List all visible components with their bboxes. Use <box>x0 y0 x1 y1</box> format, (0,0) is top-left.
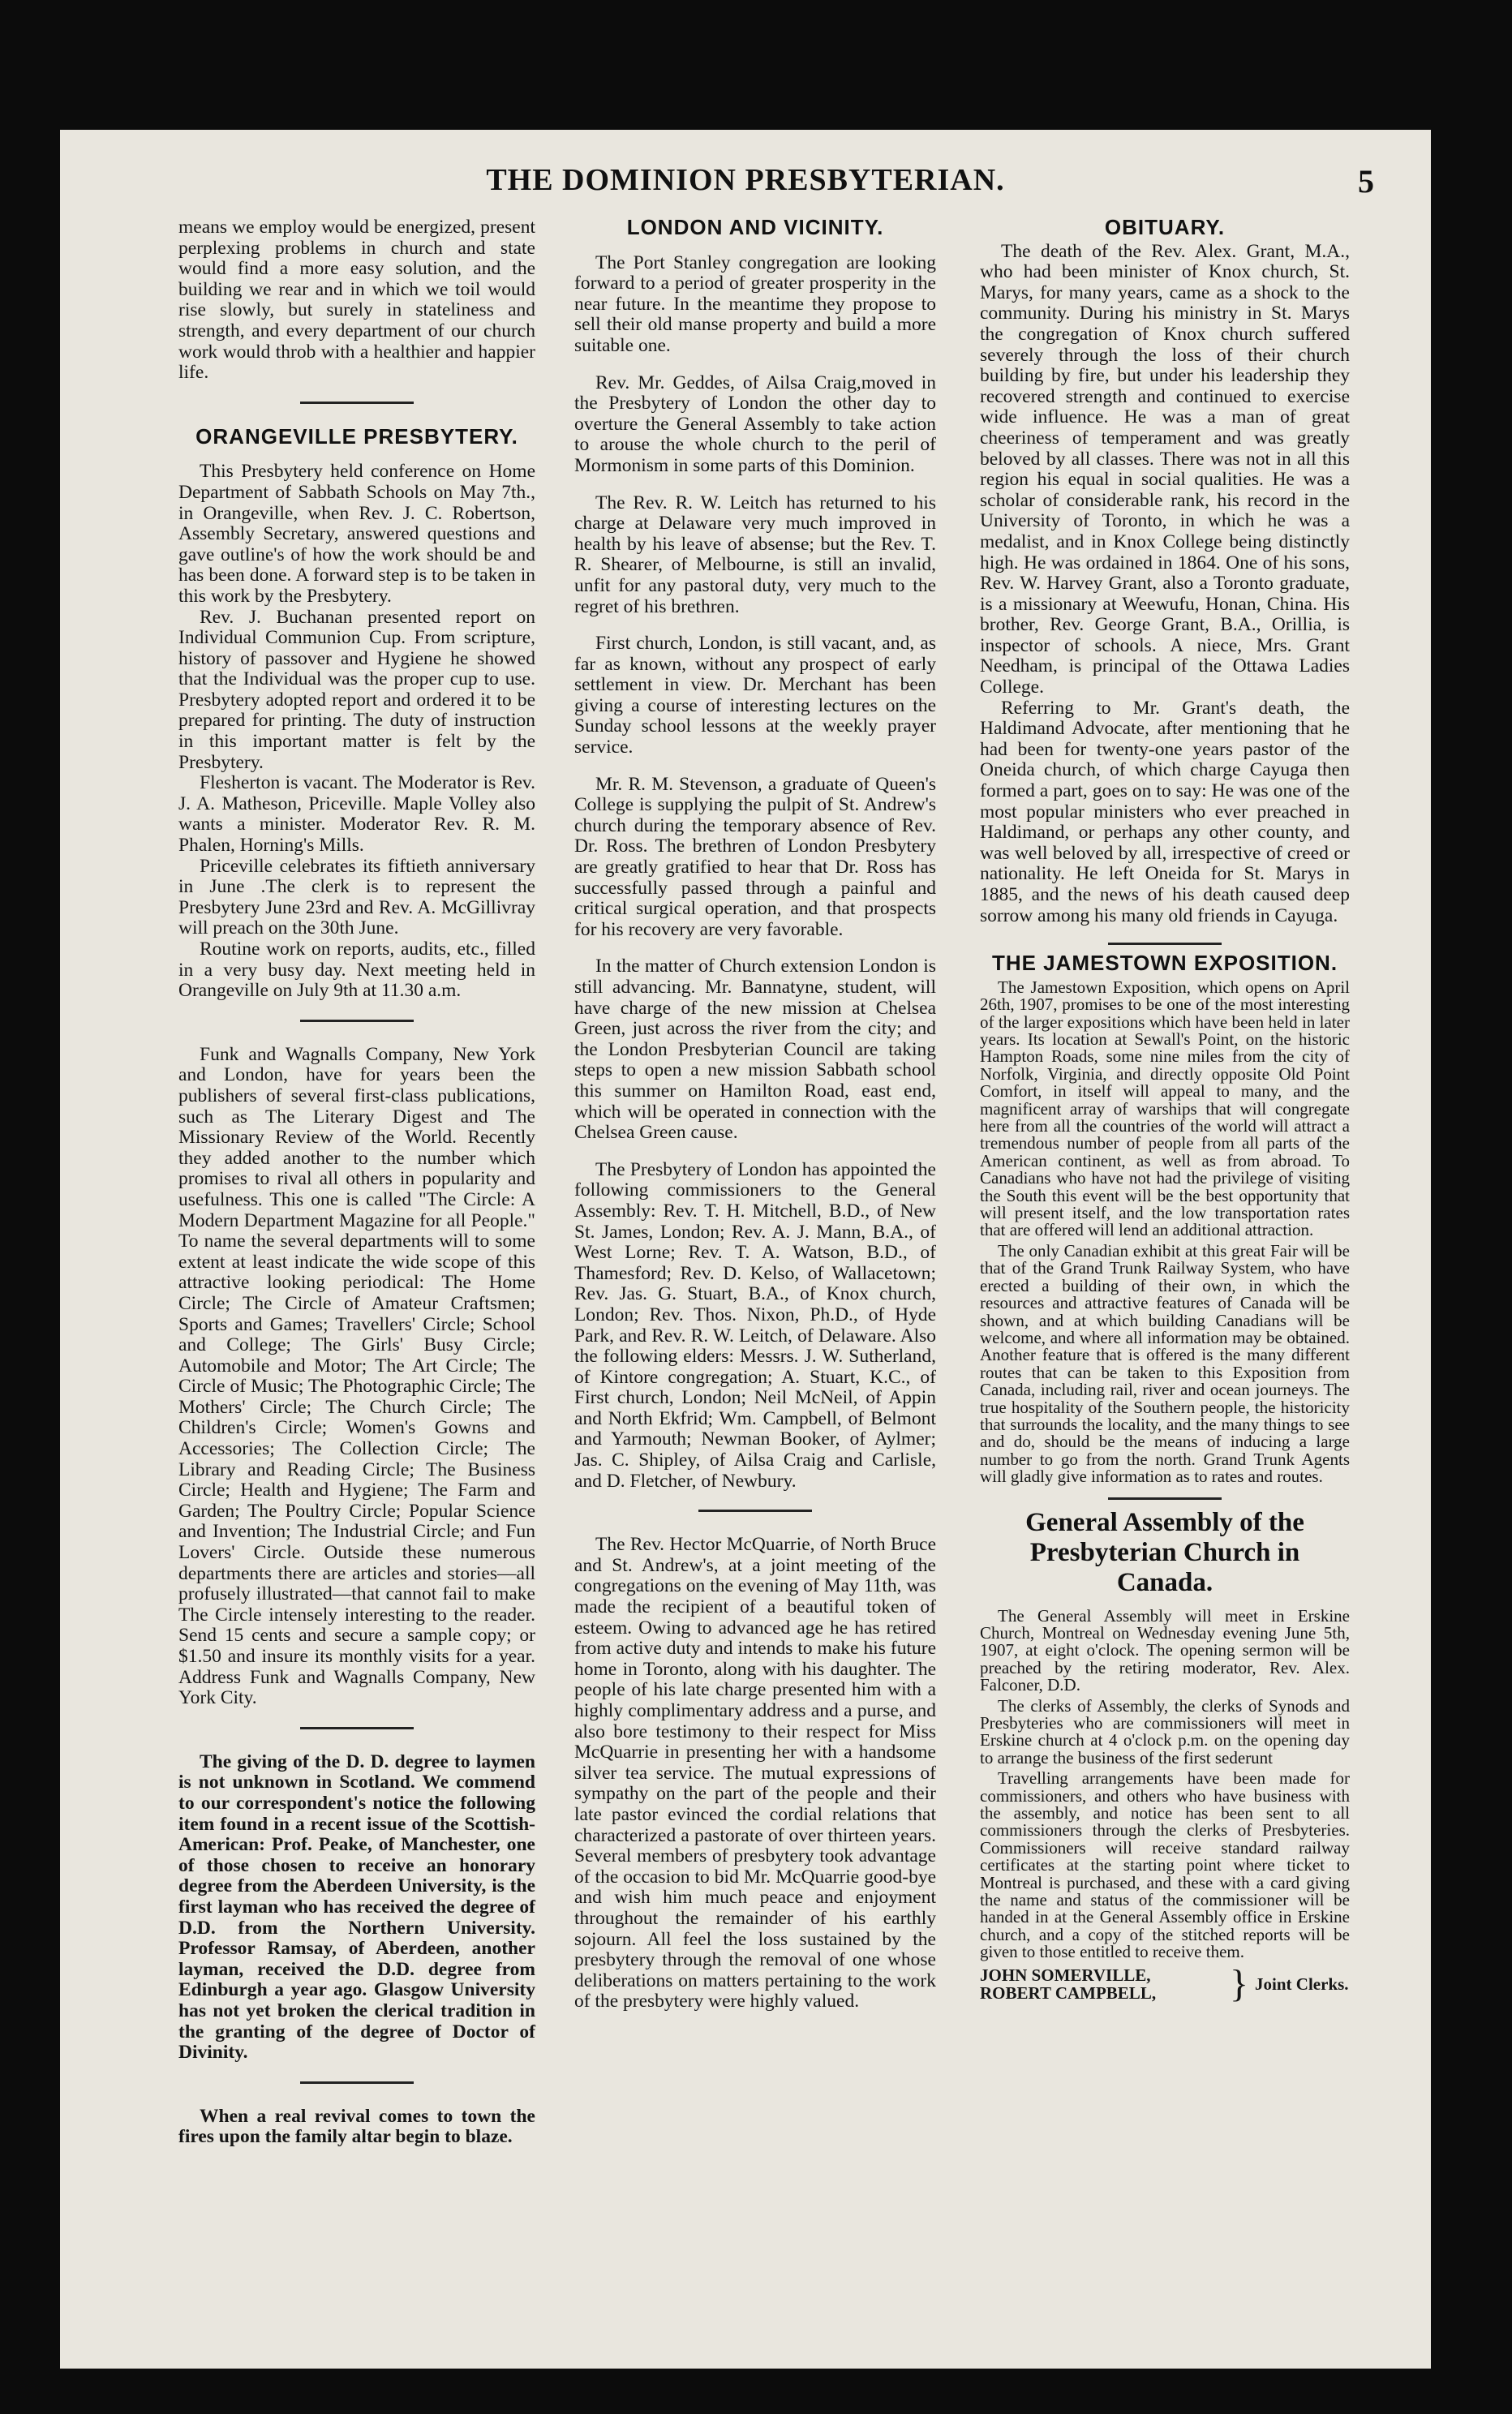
signature-names <box>980 1966 1223 2002</box>
divider <box>300 1020 414 1022</box>
paragraph: Mr. R. M. Stevenson, a graduate of Queen's College is supplying the pulpit of St. Andrew's church during the temporary absence of Rev. Dr. Ross. The brethren of London Presbytery are greatly gratified to hear that Dr. Ross has successfully passed through a painful and critical surgical operation, and that prospects for his recovery are very favorable. <box>574 773 936 940</box>
newspaper-page <box>60 130 1431 2369</box>
paragraph: The clerks of Assembly, the clerks of Synods and Presbyteries who are commissioners will meet in Erskine church at 4 o'clock p.m. on the opening day to arrange the business of the first sederunt <box>980 1695 1350 1768</box>
masthead: THE DOMINION PRESBYTERIAN. <box>486 163 1005 197</box>
jamestown-article <box>980 979 1350 1486</box>
divider <box>300 2081 414 2084</box>
paragraph: Routine work on reports, audits, etc., filled in a very busy day. Next meeting held in Orangeville on July 9th at 11.30 a.m. <box>178 939 535 1002</box>
heading-general-assembly: General Assembly of the Presbyterian Church in Canada. <box>1025 1507 1304 1597</box>
paragraph: The giving of the D. D. degree to laymen is not unknown in Scotland. We commend to our correspondent's notice the following item found in a recent issue of the Scottish-American: Prof. Peake, of Manchester, one of those chosen to receive an honorary degree from the Aberdeen University, is the first layman who has received the degree of D.D. from the Northern University. Professor Ramsay, of Aberdeen, another layman, received the D.D. degree from Edinburgh a year ago. Glasgow University has not yet broken the clerical tradition in the granting of the degree of Doctor of Divinity. <box>178 1750 535 2064</box>
paragraph: When a real revival comes to town the fires upon the family altar begin to blaze. <box>178 2105 535 2148</box>
column-1 <box>178 217 535 2164</box>
paragraph: This Presbytery held conference on Home Department of Sabbath Schools on May 7th., in Orangeville, when Rev. J. C. Robertson, Assembly Secretary, answered questions and gave outline's of how the work should be and has been done. A forward step is to be taken in this work by the Presbytery. <box>178 461 535 607</box>
signature-title: Joint Clerks. <box>1255 1974 1349 1994</box>
signature-block <box>980 1961 1350 2005</box>
divider <box>1108 943 1222 945</box>
paragraph: The Rev. Hector McQuarrie, of North Bruce and St. Andrew's, at a joint meeting of the congregations on the evening of May 11th, was made the recipient of a beautiful token of esteem. Owing to advanced age he has retired from active duty and intends to make his future home in Toronto, along with his daughter. The people of his late charge presented him with a highly complimentary address and a purse, and also bore testimony to their respect for Miss McQuarrie in presenting her with a handsome silver tea service. The mutual expressions of sympathy on the part of the people and their late pastor evinced the cordial relations that characterized a pastorate of over thirteen years. Several members of presbytery took advantage of the occasion to bid Mr. McQuarrie good-bye and wish him much peace and enjoyment throughout the remainder of his earthly sojourn. All feel the loss sustained by the presbytery through the removal of one whose deliberations on matters pertaining to the work of the presbytery were highly valued. <box>574 1534 936 2012</box>
paragraph: In the matter of Church extension London is still advancing. Mr. Bannatyne, student, will have charge of the new mission at Chelsea Green, just across the river from the city; and the London Presbyterian Council are taking steps to open a new mission Sabbath school this summer on Hamilton Road, east end, which will be operated in connection with the Chelsea Green cause. <box>574 956 936 1144</box>
divider <box>1108 1497 1222 1500</box>
paragraph: Rev. J. Buchanan presented report on Individual Communion Cup. From scripture, history of passover and Hygiene he showed that the Individual was the proper cup to use. Presbytery adopted report and ordered it to be prepared for printing. The duty of instruction in this important matter is felt by the Presbytery. <box>178 606 535 773</box>
paragraph: Referring to Mr. Grant's death, the Haldimand Advocate, after mentioning that he had been for twenty-one years pastor of the Oneida church, of which charge Cayuga then formed a part, goes on to say: He was one of the most popular ministers who ever preached in Haldimand, or perhaps any other county, and was well beloved by all, irrespective of creed or nationality. He left Oneida for St. Marys in 1885, and the news of his death caused deep sorrow among his many old friends in Cayuga. <box>980 697 1350 926</box>
paragraph: The General Assembly will meet in Erskine Church, Montreal on Wednesday evening June 5th, 1907, at eight o'clock. The opening sermon will be preached by the retiring moderator, Rev. Alex. Falconer, D.D. <box>980 1605 1350 1695</box>
paragraph: First church, London, is still vacant, and, as far as known, without any prospect of early settlement in view. Dr. Merchant has been giving a course of interesting lectures on the Sunday school lessons at the weekly prayer service. <box>574 633 936 758</box>
paragraph: The only Canadian exhibit at this great Fair will be that of the Grand Trunk Railway System, who have erected a building of their own, in which the resources and attractive features of Canada will be shown, and at which building Canadians will be welcome, and where all information may be obtained. Another feature that is offered is the many different routes that can be taken to this Exposition from Canada, including rail, river and ocean journeys. The true hospitality of the Southern people, the historicity that surrounds the locality, and the many things to see and do, should be the means of inducing a large number to go from the north. Grand Trunk Agents will gladly give information as to rates and routes. <box>980 1240 1350 1487</box>
divider <box>698 1510 812 1512</box>
divider <box>300 1727 414 1729</box>
signature-name: JOHN SOMERVILLE, <box>980 1965 1151 1985</box>
paragraph: Travelling arrangements have been made for commissioners, and others who have business with the assembly, and notice has been sent to all commissioners through the clerks of Presbyteries. Commissioners will receive standard railway certificates at the starting point where ticket to Montreal is purchased, and these with a card giving the name and status of the commissioner will be handed in at the General Assembly office in Erskine church, and a copy of the stitched reports will be given to those entitled to receive them. <box>980 1768 1350 1962</box>
paragraph: The Jamestown Exposition, which opens on April 26th, 1907, promises to be one of the most interesting of the larger expositions which have been held in later years. Its location at Sewall's Point, on the historic Hampton Roads, some nine miles from the city of Norfolk, Virginia, and directly opposite Old Point Comfort, in itself will appeal to many, and the magnificent array of warships that will congregate here from all the countries of the world will attract a tremendous number of people from all parts of the American continent, as well as from abroad. To Canadians who have not had the privilege of visiting the South this event will be the best opportunity that will present itself, and the low transportation rates that are offered will lend an additional attraction. <box>980 977 1350 1240</box>
paragraph: Rev. Mr. Geddes, of Ailsa Craig,moved in the Presbytery of London the other day to overture the General Assembly to take action to arouse the whole church to the peril of Mormonism in some parts of this Dominion. <box>574 372 936 476</box>
paragraph: The Presbytery of London has appointed the following commissioners to the General Assembly: Rev. T. H. Mitchell, B.D., of New St. James, London; Rev. A. J. Mann, B.A., of West Lorne; Rev. T. A. Watson, B.D., of Thamesford; Rev. D. Kelso, of Wallacetown; Rev. Jas. G. Stuart, B.A., of Knox church, London; Rev. Thos. Nixon, Ph.D., of Hyde Park, and Rev. R. W. Leitch, of Delaware. Also the following elders: Messrs. J. W. Sutherland, of Kintore congregation; A. Stuart, K.C., of First church, London; Neil McNeil, of Appin and North Ekfrid; Wm. Campbell, of Belmont and Yarmouth; Newman Booker, of Aylmer; Jas. C. Shipley, of Ailsa Craig and Carlisle, and D. Fletcher, of Newbury. <box>574 1158 936 1492</box>
page-header <box>60 162 1431 203</box>
column-3 <box>980 215 1350 2005</box>
paragraph: The Port Stanley congregation are looking forward to a period of greater prosperity in the near future. In the meantime they propose to sell their old manse property and build a more suitable one. <box>574 251 936 356</box>
paragraph: Priceville celebrates its fiftieth anniversary in June .The clerk is to represent the Presbytery June 23rd and Rev. A. McGillivray will preach on the 30th June. <box>178 855 535 939</box>
divider <box>300 402 414 404</box>
brace-icon: } <box>1230 1961 1249 2005</box>
heading-london: LONDON AND VICINITY. <box>626 215 884 239</box>
paragraph: means we employ would be energized, present perplexing problems in church and state would find a more easy solution, and the building we rear and in which we toil would rise slowly, but surely in stateliness and strength, and every department of our church work would throb with a healthier and happier life. <box>178 217 535 384</box>
paragraph: Funk and Wagnalls Company, New York and London, have for years been the publishers of several first-class publications, such as The Literary Digest and The Missionary Review of the World. Recently they added another to the number which promises to rival all others in popularity and usefulness. This one is called "The Circle: A Modern Department Magazine for all People." To name the several departments will to some extent at least indicate the wide scope of this attractive looking periodical: The Home Circle; The Circle of Amateur Craftsmen; Sports and Games; Travellers' Circle; School and College; The Girls' Busy Circle; Automobile and Motor; The Art Circle; The Circle of Music; The Photographic Circle; The Mothers' Circle; The Church Circle; The Children's Circle; Women's Gowns and Accessories; The Collection Circle; The Library and Reading Circle; The Business Circle; Health and Hygiene; The Farm and Garden; The Poultry Circle; Popular Science and Invention; The Industrial Circle; and Fun Lovers' Circle. Outside these numerous departments there are articles and stories—all profusely illustrated—that cannot fail to make The Circle intensely interesting to the reader. Send 15 cents and secure a sample copy; or $1.50 and insure its monthly visits for a year. Address Funk and Wagnalls Company, New York City. <box>178 1043 535 1709</box>
heading-jamestown: THE JAMESTOWN EXPOSITION. <box>991 951 1338 976</box>
paragraph: The Rev. R. W. Leitch has returned to his charge at Delaware very much improved in health by his leave of absense; but the Rev. T. R. Shearer, of Melbourne, is still an invalid, unfit for any pastoral duty, very much to the regret of his brethren. <box>574 492 936 617</box>
paragraph: Flesherton is vacant. The Moderator is Rev. J. A. Matheson, Priceville. Maple Volley also wants a minister. Moderator Rev. R. M. Phalen, Horning's Mills. <box>178 772 535 857</box>
heading-orangeville: ORANGEVILLE PRESBYTERY. <box>195 423 518 449</box>
page-number: 5 <box>1358 163 1374 200</box>
paragraph: The death of the Rev. Alex. Grant, M.A., who had been minister of Knox church, St. Marys, for many years, came as a shock to the community. During his ministry in St. Marys the congregation of Knox church suffered severely through the loss of their church building by fire, but under his leadership they recovered strength and continued to exercise wide influence. He was a man of great cheeriness of temperament and was greatly beloved by all classes. There was not in all this region his equal in social qualities. He was a scholar of considerable rank, his record in the University of Toronto, in which he was a medalist, and in Knox College being distinctly high. He was ordained in 1864. One of his sons, Rev. W. Harvey Grant, also a Toronto graduate, is a missionary at Weewufu, Honan, China. His brother, Rev. George Grant, B.A., Orillia, is inspector of schools. A niece, Mrs. Grant Needham, is principal of the Ottawa Ladies College. <box>980 240 1350 698</box>
assembly-article <box>980 1605 1350 1962</box>
column-2 <box>574 217 936 2029</box>
signature-name: ROBERT CAMPBELL, <box>980 1982 1157 2003</box>
heading-obituary: OBITUARY. <box>1104 215 1226 239</box>
